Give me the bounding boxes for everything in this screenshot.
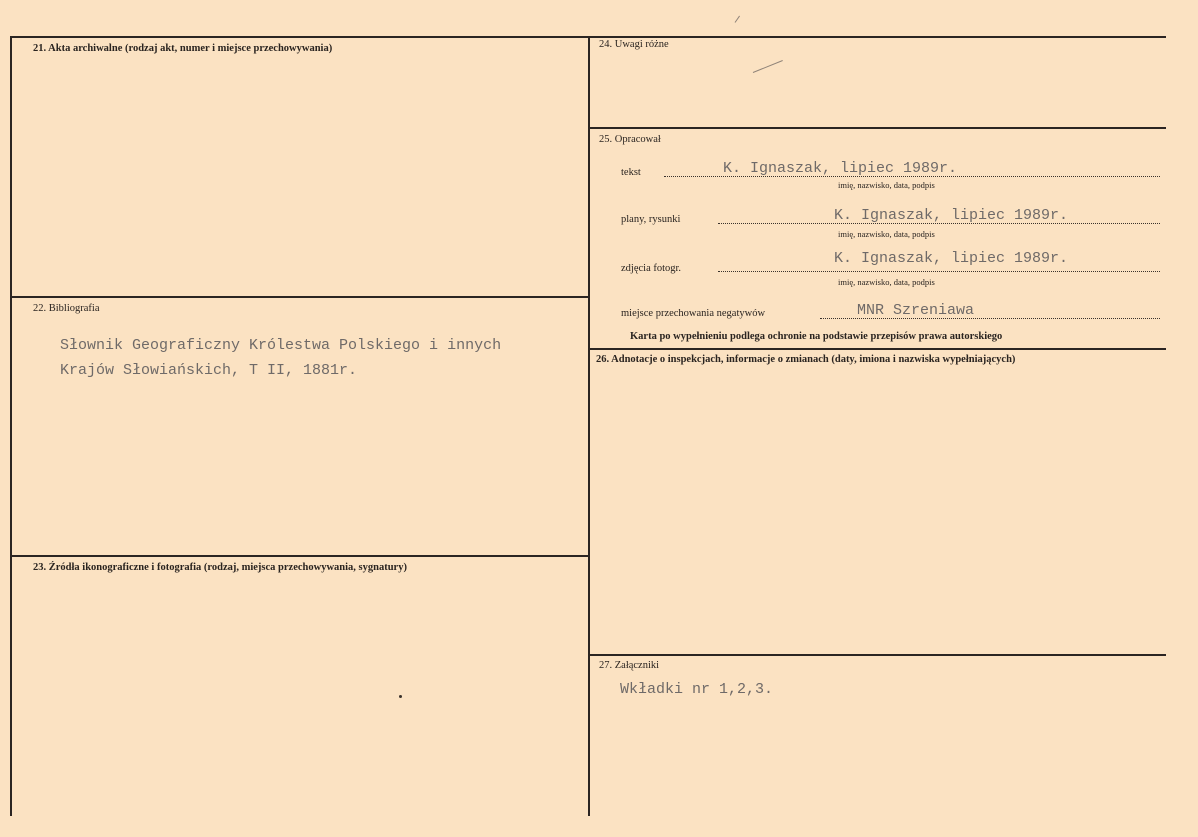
divider-22-23 <box>12 555 588 557</box>
bibliography-line-1: Słownik Geograficzny Królestwa Polskiego i innych <box>60 337 502 354</box>
negatives-value: MNR Szreniawa <box>857 302 975 319</box>
section-21-label: 21. Akta archiwalne (rodzaj akt, numer i miejsce przechowywania) <box>33 43 333 54</box>
copyright-note: Karta po wypełnieniu podlega ochronie na podstawie przepisów prawa autorskiego <box>630 331 1003 342</box>
section-24-label: 24. Uwagi różne <box>599 39 669 50</box>
tekst-label: tekst <box>621 167 641 178</box>
zdjecia-value: K. Ignaszak, lipiec 1989r. <box>834 250 1069 267</box>
section-26-label: 26. Adnotacje o inspekcjach, informacje o zmianach (daty, imiona i nazwiska wypełniających) <box>596 354 1016 365</box>
divider-24-25 <box>590 127 1166 129</box>
plany-label: plany, rysunki <box>621 214 681 225</box>
left-border <box>10 36 12 816</box>
zdjecia-dotted-line <box>718 271 1160 272</box>
tekst-caption: imię, nazwisko, data, podpis <box>838 180 935 190</box>
bibliography-line-2: Krajów Słowiańskich, T II, 1881r. <box>60 362 358 379</box>
section-25-label: 25. Opracował <box>599 134 661 145</box>
pencil-mark-2 <box>735 16 740 23</box>
divider-26-27 <box>590 654 1166 656</box>
zdjecia-caption: imię, nazwisko, data, podpis <box>838 277 935 287</box>
attachments-value: Wkładki nr 1,2,3. <box>620 681 774 698</box>
divider-21-22 <box>12 296 588 298</box>
negatives-label: miejsce przechowania negatywów <box>621 308 766 319</box>
section-27-label: 27. Załączniki <box>599 660 660 671</box>
paper-speck <box>399 695 402 698</box>
center-divider <box>588 36 590 816</box>
section-22-label: 22. Bibliografia <box>33 303 100 314</box>
plany-caption: imię, nazwisko, data, podpis <box>838 229 935 239</box>
plany-value: K. Ignaszak, lipiec 1989r. <box>834 207 1069 224</box>
section-23-label: 23. Źródła ikonograficzne i fotografia (rodzaj, miejsca przechowywania, sygnatury) <box>33 562 407 573</box>
tekst-value: K. Ignaszak, lipiec 1989r. <box>723 160 958 177</box>
pencil-mark <box>753 60 783 73</box>
divider-25-26 <box>590 348 1166 350</box>
zdjecia-label: zdjęcia fotogr. <box>621 263 682 274</box>
